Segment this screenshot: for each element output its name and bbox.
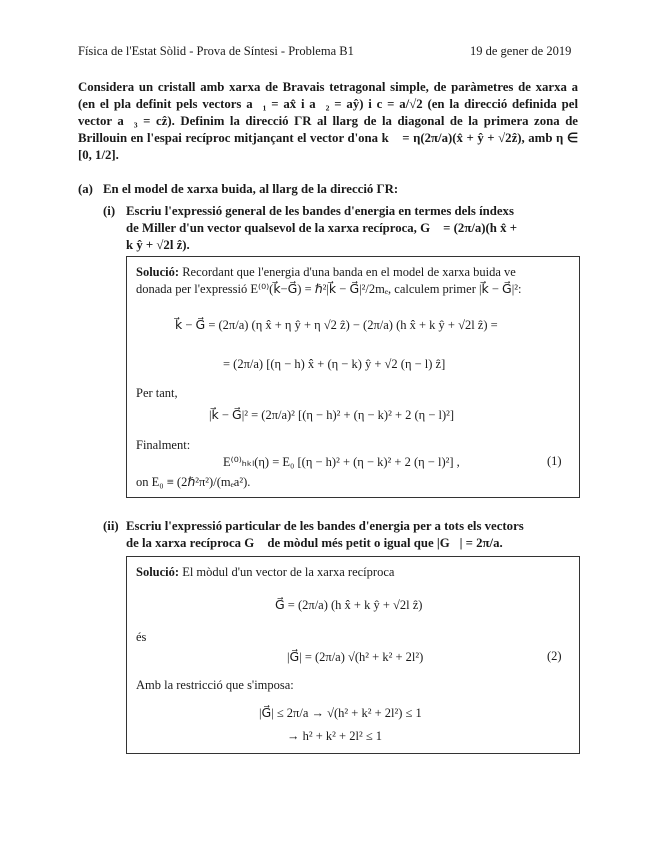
equation-g-restriction: |G⃗| ≤ 2π/a → √(h² + k² + 2l²) ≤ 1: [259, 706, 422, 720]
equation-k-minus-g-squared: |k⃗ − G⃗|² = (2π/a)² [(η − h)² + (η − k)² + 2 (η − l)²]: [209, 408, 455, 422]
es-text: és: [136, 630, 147, 644]
equation-k-minus-g-expanded: = (2π/a) [(η − h) x̂ + (η − k) ŷ + √2 (η − l) ẑ]: [223, 357, 446, 371]
equation-g-vector: G⃗ = (2π/a) (h x̂ + k ŷ + √2l ẑ): [275, 598, 423, 612]
equation-number-1: (1): [547, 454, 562, 468]
solution-1-intro: [136, 264, 572, 281]
solution-box-2: [126, 556, 580, 754]
amb-text: Amb la restricció que s'imposa:: [136, 678, 294, 692]
part-i-line3: k ŷ + √2l ẑ).: [126, 238, 190, 252]
equation-energy-bands: E⁽⁰⁾ₕₖₗ(η) = E₀ [(η − h)² + (η − k)² + 2 (η − l)²] ,: [223, 455, 460, 469]
equation-g-modulus: |G⃗| = (2π/a) √(h² + k² + 2l²): [287, 650, 424, 664]
solution-2-line1: El mòdul d'un vector de la xarxa recíproca: [182, 565, 395, 579]
part-ii-line1: Escriu l'expressió particular de les bandes d'energia per a tots els vectors: [126, 519, 524, 533]
equation-number-2: (2): [547, 649, 562, 663]
solution-1-line1: Recordant que l'energia d'una banda en el model de xarxa buida ve: [182, 265, 516, 279]
part-ii-label: (ii): [103, 519, 119, 533]
per-tant-text: Per tant,: [136, 386, 178, 400]
e0-definition: on E₀ ≡ (2ℏ²π²)/(mₑa²).: [136, 475, 251, 489]
header-right: 19 de gener de 2019: [470, 44, 572, 58]
solution-1-label: Solució:: [136, 265, 180, 279]
part-i-label: (i): [103, 204, 116, 218]
equation-miller-condition: → h² + k² + 2l² ≤ 1: [287, 729, 383, 743]
part-i-line1: Escriu l'expressió general de les bandes d'energia en termes dels índexs: [126, 204, 514, 218]
part-a-label: (a): [78, 182, 93, 196]
problem-statement: Considera un cristall amb xarxa de Bravais tetragonal simple, de paràmetres de xarxa a (en el pla definit pels vectors a⃗₁ = ax̂ i a⃗₂ = aŷ) i c = a/√2 (en la direcció definida pel vector a⃗₃ = cẑ). Definim la direcció ΓR al llarg de la diagonal de la primera zona de Brillouin en l'espai recíproc mitjançant el vector d'ona k⃗ = η(2π/a)(x̂ + ŷ + √2ẑ), amb η ∈ [0, 1/2].: [78, 80, 578, 162]
solution-2-intro: [136, 564, 572, 581]
finalment-text: Finalment:: [136, 438, 191, 452]
solution-box-1: [126, 256, 580, 498]
part-ii-line2: de la xarxa recíproca G⃗ de mòdul més petit o igual que |G⃗| = 2π/a.: [126, 536, 503, 550]
part-a-text: En el model de xarxa buida, al llarg de la direcció ΓR:: [103, 182, 399, 196]
equation-k-minus-g: k⃗ − G⃗ = (2π/a) (η x̂ + η ŷ + η √2 ẑ) − (2π/a) (h x̂ + k ŷ + √2l ẑ) =: [175, 318, 498, 332]
header-left: Física de l'Estat Sòlid - Prova de Síntesi - Problema B1: [78, 44, 354, 58]
solution-1-line2: donada per l'expressió E⁽⁰⁾(k⃗−G⃗) = ℏ²|k⃗ − G⃗|²/2mₑ, calculem primer |k⃗ − G⃗|²:: [136, 282, 522, 296]
part-i-line2: de Miller d'un vector qualsevol de la xarxa recíproca, G⃗ = (2π/a)(h x̂ +: [126, 221, 518, 235]
solution-2-label: Solució:: [136, 565, 180, 579]
